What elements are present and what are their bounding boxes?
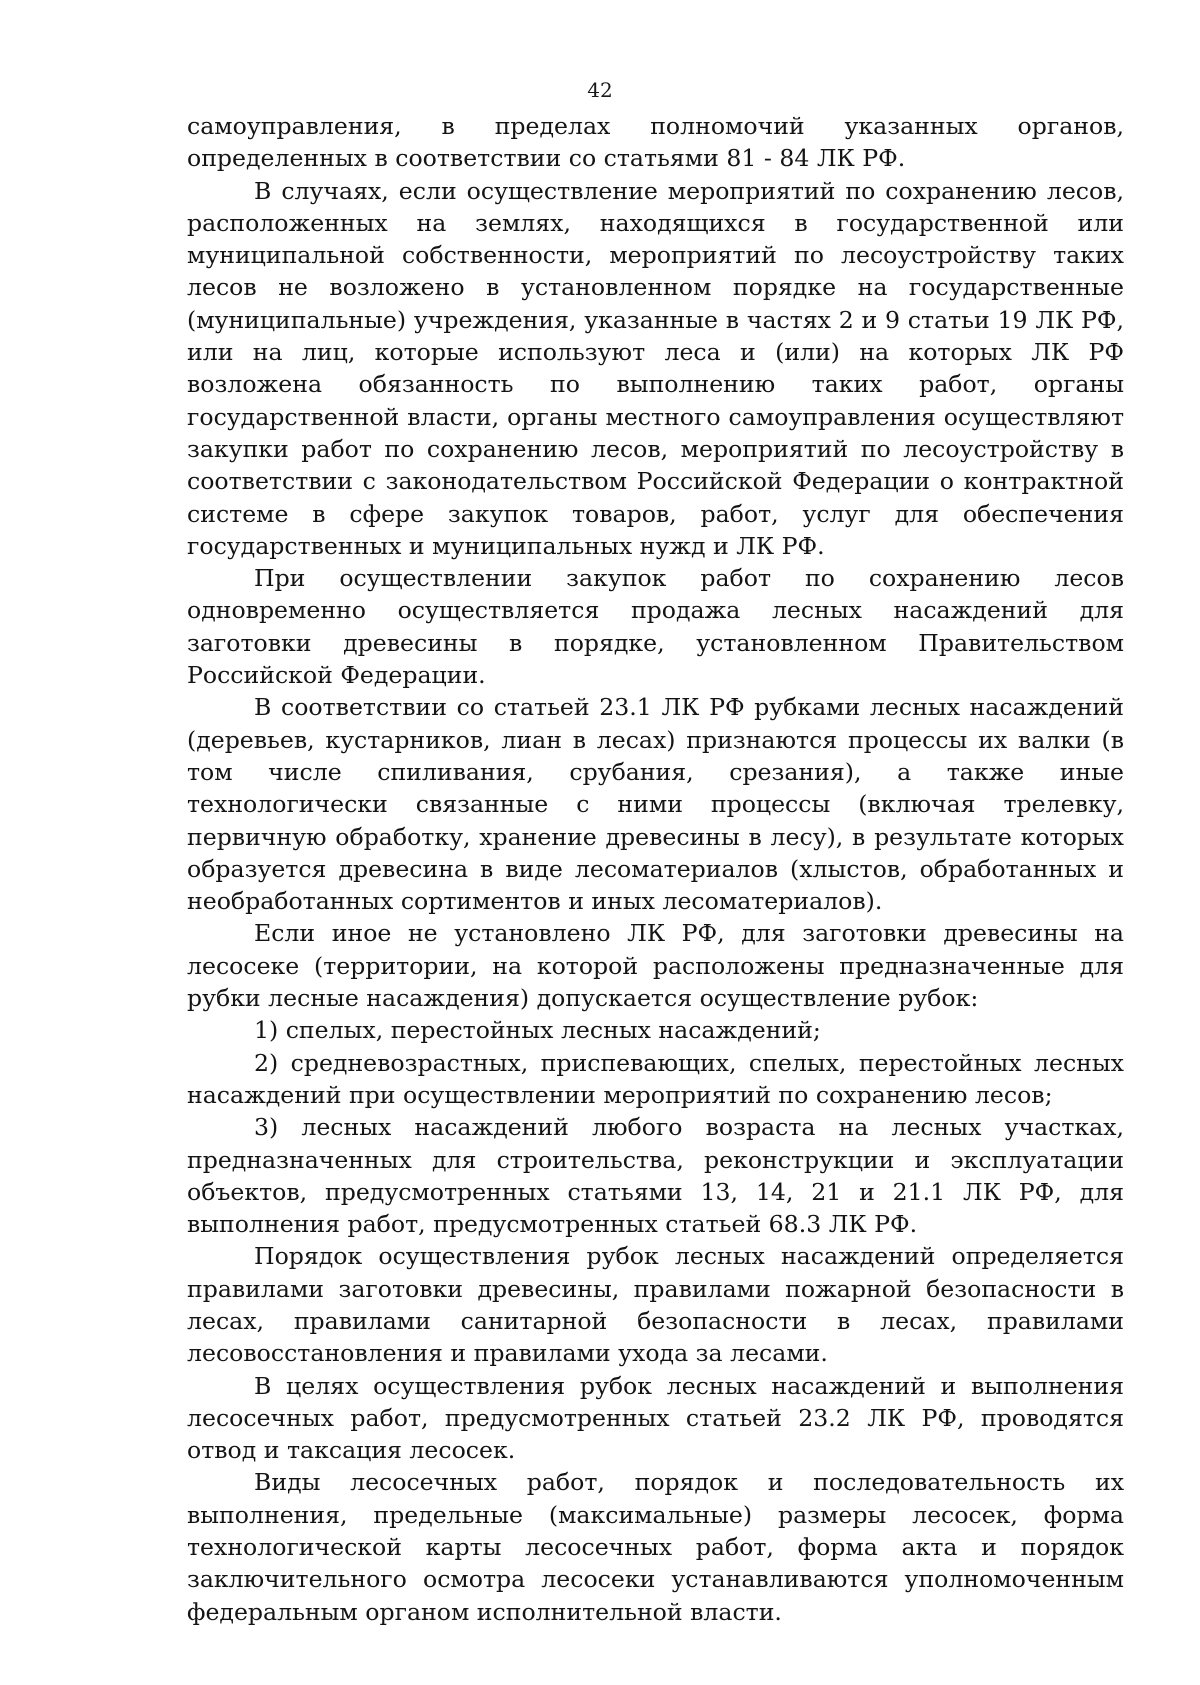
paragraph-allowed-logging: Если иное не установлено ЛК РФ, для заготовки древесины на лесосеке (территории, на которой расположены предназначенные для рубки лесные насаждения) допускается осуществление рубок: xyxy=(187,919,1124,1013)
paragraph-continuation: самоуправления, в пределах полномочий указанных органов, определенных в соответствии со статьями 81 - 84 ЛК РФ. xyxy=(187,112,1124,173)
paragraph-plot-allocation: В целях осуществления рубок лесных насаждений и выполнения лесосечных работ, предусмотренных статьей 23.2 ЛК РФ, проводятся отвод и таксация лесосек. xyxy=(187,1371,1124,1465)
list-item-2: 2) средневозрастных, приспевающих, спелых, перестойных лесных насаждений при осуществлении мероприятий по сохранению лесов; xyxy=(187,1048,1124,1109)
paragraph-timber-sale: При осуществлении закупок работ по сохранению лесов одновременно осуществляется продажа лесных насаждений для заготовки древесины в порядке, установленном Правительством Российской Федерации. xyxy=(187,564,1124,690)
page-number: 42 xyxy=(587,78,613,102)
paragraph-logging-rules: Порядок осуществления рубок лесных насаждений определяется правилами заготовки древесины, правилами пожарной безопасности в лесах, правилами санитарной безопасности в лесах, правилами лесовосстановления и правилами ухода за лесами. xyxy=(187,1242,1124,1368)
paragraph-logging-definition: В соответствии со статьей 23.1 ЛК РФ рубками лесных насаждений (деревьев, кустарников, лиан в лесах) признаются процессы их валки (в том числе спиливания, срубания, срезания), а также иные технологически связанные с ними процессы (включая трелевку, первичную обработку, хранение древесины в лесу), в результате которых образуется древесина в виде лесоматериалов (хлыстов, обработанных и необработанных сортиментов и иных лесоматериалов). xyxy=(187,693,1124,916)
list-item-1: 1) спелых, перестойных лесных насаждений; xyxy=(254,1016,821,1045)
document-body xyxy=(187,110,1124,1628)
paragraph-procurement-conditions: В случаях, если осуществление мероприятий по сохранению лесов, расположенных на землях, находящихся в государственной или муниципальной собственности, мероприятий по лесоустройству таких лесов не возложено в установленном порядке на государственные (муниципальные) учреждения, указанные в частях 2 и 9 статьи 19 ЛК РФ, или на лиц, которые используют леса и (или) на которых ЛК РФ возложена обязанность по выполнению таких работ, органы государственной власти, органы местного самоуправления осуществляют закупки работ по сохранению лесов, мероприятий по лесоустройству в соответствии с законодательством Российской Федерации о контрактной системе в сфере закупок товаров, работ, услуг для обеспечения государственных и муниципальных нужд и ЛК РФ. xyxy=(187,176,1124,560)
paragraph-logging-works-types: Виды лесосечных работ, порядок и последовательность их выполнения, предельные (максимальные) размеры лесосек, форма технологической карты лесосечных работ, форма акта и порядок заключительного осмотра лесосеки устанавливаются уполномоченным федеральным органом исполнительной власти. xyxy=(187,1468,1124,1626)
list-item-3: 3) лесных насаждений любого возраста на лесных участках, предназначенных для строительства, реконструкции и эксплуатации объектов, предусмотренных статьями 13, 14, 21 и 21.1 ЛК РФ, для выполнения работ, предусмотренных статьей 68.3 ЛК РФ. xyxy=(187,1113,1124,1239)
